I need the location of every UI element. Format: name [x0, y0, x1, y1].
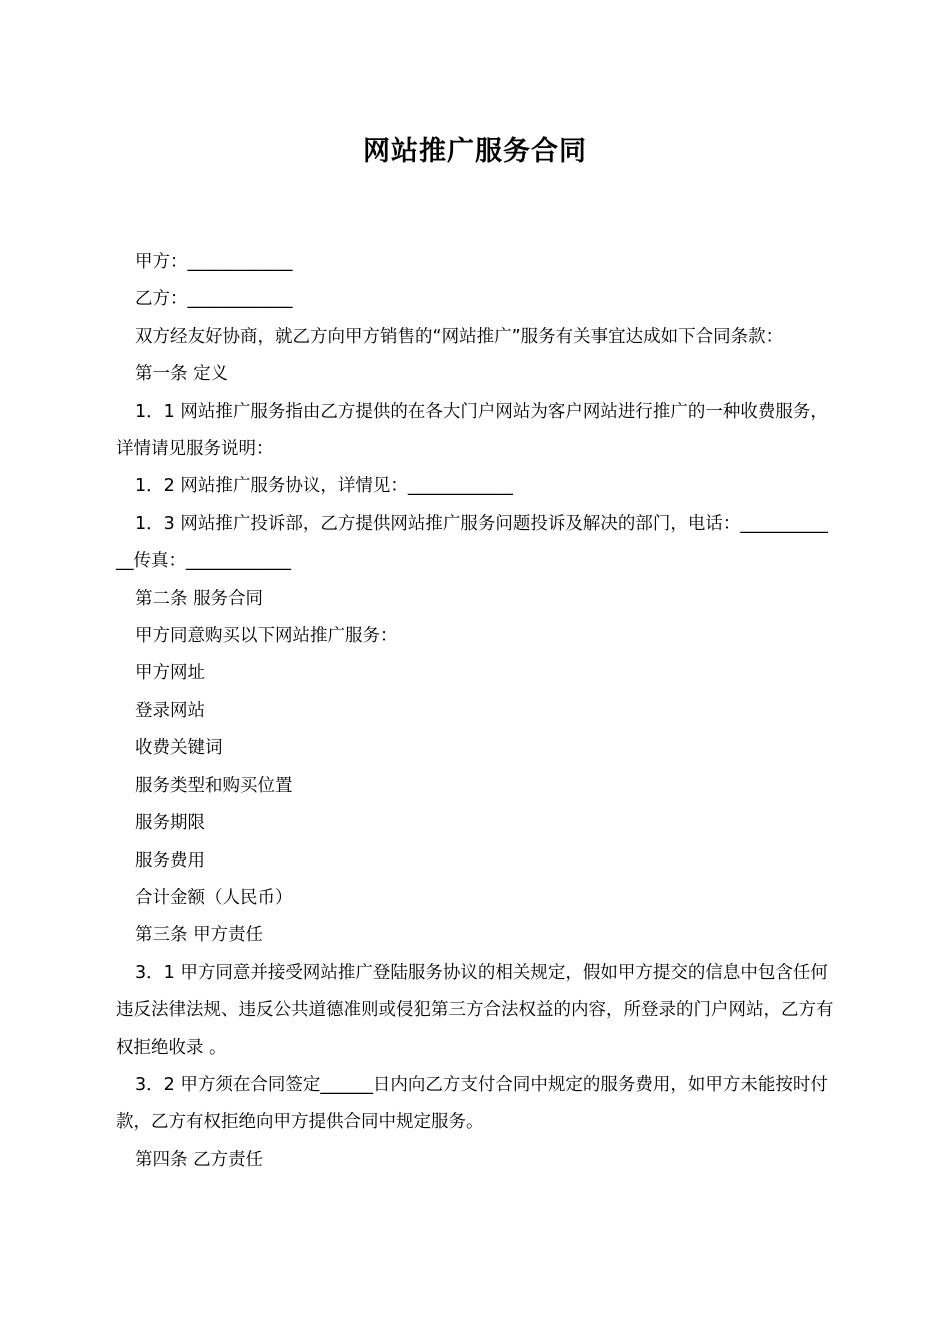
article-1-heading: 第一条 定义	[135, 364, 229, 385]
service-item-type-position: 服务类型和购买位置	[135, 775, 293, 796]
article-2-heading: 第二条 服务合同	[135, 588, 264, 609]
preamble-paragraph: 双方经友好协商，就乙方向甲方销售的“网站推广”服务有关事宜达成如下合同条款：	[135, 326, 784, 347]
service-intro: 甲方同意购买以下网站推广服务：	[135, 626, 398, 647]
clause-3-1: 3．1 甲方同意并接受网站推广登陆服务协议的相关规定，假如甲方提交的信息中包含任何违反法律法规、违反公共道德准则或侵犯第三方合法权益的内容，所登录的门户网站，乙方有权拒绝收录 。	[116, 962, 834, 1058]
clause-3-2: 3．2 甲方须在合同签定______日内向乙方支付合同中规定的服务费用，如甲方未能按时付款，乙方有权拒绝向甲方提供合同中规定服务。	[116, 1074, 828, 1133]
service-item-fee: 服务费用	[135, 850, 205, 871]
article-3-heading: 第三条 甲方责任	[135, 925, 264, 946]
clause-1-3: 1．3 网站推广投诉部，乙方提供网站推广服务问题投诉及解决的部门，电话：____________传真：____________	[116, 513, 828, 572]
clause-1-1: 1．1 网站推广服务指由乙方提供的在各大门户网站为客户网站进行推广的一种收费服务，详情请见服务说明：	[116, 401, 828, 460]
party-b-line: 乙方：____________	[135, 289, 293, 310]
party-a-line: 甲方：____________	[135, 252, 293, 272]
service-item-total: 合计金额（人民币）	[135, 887, 293, 908]
document-title: 网站推广服务合同	[363, 136, 587, 167]
document-body	[116, 244, 836, 1179]
service-item-login-site: 登录网站	[135, 700, 205, 721]
article-4-heading: 第四条 乙方责任	[135, 1149, 264, 1170]
service-item-website: 甲方网址	[135, 663, 205, 684]
service-item-keywords: 收费关键词	[135, 738, 223, 759]
clause-1-2: 1．2 网站推广服务协议，详情见：____________	[135, 476, 513, 497]
service-item-term: 服务期限	[135, 813, 205, 834]
